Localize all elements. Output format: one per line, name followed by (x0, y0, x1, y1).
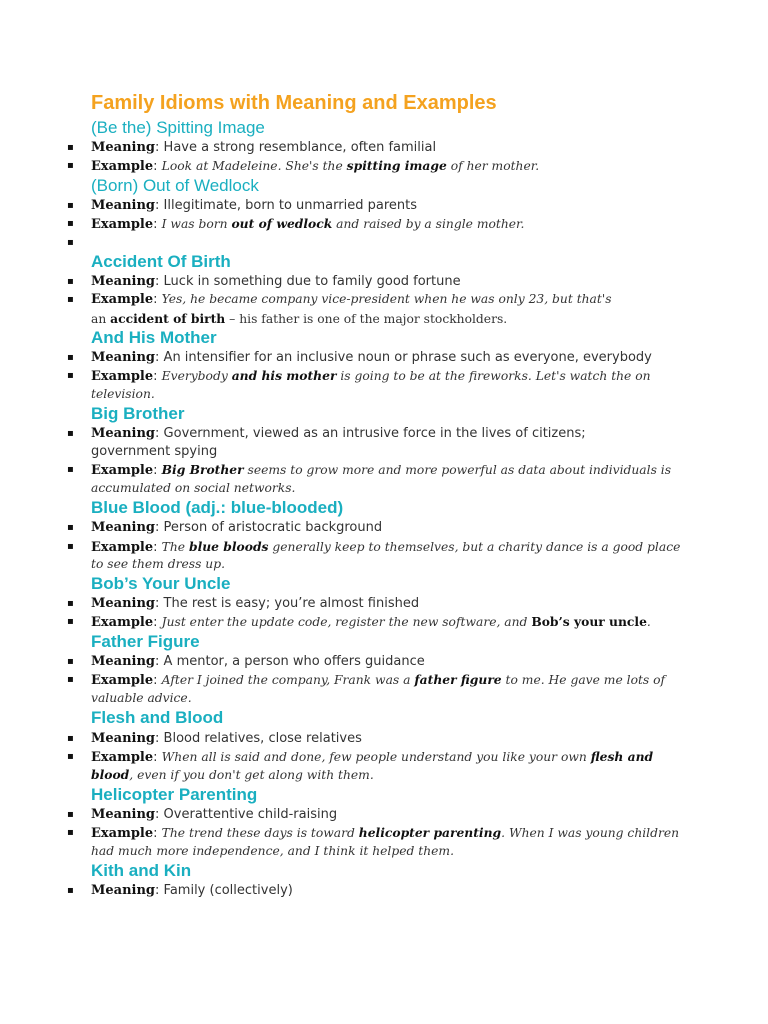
label-separator: : (155, 654, 164, 669)
page-title: Family Idioms with Meaning and Examples (91, 92, 497, 114)
example-text: to see them dress up. (91, 557, 225, 571)
meaning-line (91, 442, 691, 461)
example-line (91, 747, 691, 767)
idiom-heading: (Be the) Spitting Image (91, 118, 265, 137)
example-line (91, 537, 691, 557)
example-line (91, 689, 691, 708)
idiom-highlight: spitting image (346, 158, 447, 173)
idiom-highlight: Bob’s your uncle (531, 614, 647, 629)
bullet-icon: ▪ (67, 428, 74, 439)
label-separator: : (153, 217, 162, 232)
idiom-highlight: father figure (414, 672, 502, 687)
example-text: . When I was young children (501, 826, 680, 840)
meaning-label: Meaning (91, 140, 156, 155)
idiom-highlight: accident of birth (110, 311, 226, 326)
label-separator: : (155, 596, 164, 611)
example-text: accumulated on social networks. (91, 481, 296, 495)
example-text: , even if you don't get along with them. (129, 768, 374, 782)
example-label: Example (91, 615, 154, 630)
label-separator: : (153, 673, 162, 688)
bullet-icon: ▪ (67, 656, 74, 667)
idiom-highlight: Big Brother (161, 462, 244, 477)
label-separator: : (155, 520, 164, 535)
meaning-label: Meaning (91, 883, 156, 898)
meaning-line (91, 594, 691, 613)
idiom-highlight: out of wedlock (231, 216, 333, 231)
meaning-line (91, 196, 691, 215)
label-separator: : (155, 350, 164, 365)
meaning-text: government spying (91, 444, 218, 459)
idiom-heading: Helicopter Parenting (91, 785, 258, 804)
example-text: valuable advice. (91, 691, 192, 705)
label-separator: : (153, 159, 162, 174)
label-separator: : (155, 883, 164, 898)
example-line (91, 670, 691, 690)
bullet-icon: ▪ (67, 522, 74, 533)
example-line (91, 156, 691, 176)
example-text: to me. He gave me lots of (501, 673, 666, 687)
meaning-label: Meaning (91, 807, 156, 822)
bullet-icon: ▪ (67, 370, 74, 381)
bullet-icon: ▪ (67, 276, 74, 287)
example-text: . (646, 615, 651, 629)
example-text: After I joined the company, Frank was a (161, 673, 415, 687)
example-label: Example (91, 826, 154, 841)
idiom-highlight: blood (91, 767, 130, 782)
meaning-text: Overattentive child-raising (163, 807, 338, 822)
meaning-text: Blood relatives, close relatives (163, 731, 362, 746)
label-separator: : (153, 826, 162, 841)
example-line (91, 214, 691, 234)
example-label: Example (91, 540, 154, 555)
example-line (91, 842, 691, 861)
bullet-icon: ▪ (67, 142, 74, 153)
meaning-line (91, 652, 691, 671)
example-text: Everybody (161, 369, 232, 383)
meaning-line (91, 138, 691, 157)
bullet-icon: ▪ (67, 616, 74, 627)
meaning-text: An intensifier for an inclusive noun or phrase such as everyone, everybody (163, 350, 652, 365)
label-separator: : (155, 198, 164, 213)
bullet-icon: ▪ (67, 809, 74, 820)
label-separator: : (155, 731, 164, 746)
meaning-label: Meaning (91, 198, 156, 213)
meaning-line (91, 729, 691, 748)
example-text: Yes, he became company vice-president when he was only 23, but that's (161, 292, 612, 306)
idiom-heading: Kith and Kin (91, 861, 192, 880)
label-separator: : (153, 292, 162, 307)
meaning-text: Family (collectively) (163, 883, 293, 898)
example-label: Example (91, 750, 154, 765)
label-separator: : (155, 807, 164, 822)
bullet-icon: ▪ (67, 464, 74, 475)
meaning-line (91, 805, 691, 824)
example-line (91, 460, 691, 480)
bullet-icon: ▪ (67, 160, 74, 171)
example-label: Example (91, 292, 154, 307)
meaning-line (91, 424, 691, 443)
idiom-heading: Bob’s Your Uncle (91, 574, 231, 593)
label-separator: : (153, 540, 162, 555)
idiom-heading: Accident Of Birth (91, 252, 231, 271)
example-label: Example (91, 369, 154, 384)
idiom-heading: Flesh and Blood (91, 708, 224, 727)
meaning-line (91, 881, 691, 900)
idiom-highlight: helicopter parenting (358, 825, 502, 840)
bullet-icon: ▪ (67, 827, 74, 838)
bullet-icon: ▪ (67, 885, 74, 896)
example-text: – his father is one of the major stockholders. (225, 312, 508, 326)
example-text: an (91, 312, 111, 326)
bullet-icon: ▪ (67, 674, 74, 685)
label-separator: : (153, 463, 162, 478)
bullet-icon: ▪ (67, 751, 74, 762)
idiom-heading: (Born) Out of Wedlock (91, 176, 259, 195)
idiom-heading: Big Brother (91, 404, 185, 423)
example-label: Example (91, 463, 154, 478)
bullet-icon: ▪ (67, 541, 74, 552)
meaning-label: Meaning (91, 520, 156, 535)
example-line (91, 309, 691, 329)
example-label: Example (91, 159, 154, 174)
bullet-icon: ▪ (67, 733, 74, 744)
meaning-line (91, 518, 691, 537)
example-text: Look at Madeleine. She's the (161, 159, 347, 173)
meaning-text: Luck in something due to family good fortune (163, 274, 461, 289)
bullet-icon: ▪ (67, 200, 74, 211)
meaning-label: Meaning (91, 731, 156, 746)
meaning-text: A mentor, a person who offers guidance (163, 654, 425, 669)
meaning-label: Meaning (91, 654, 156, 669)
example-line (91, 765, 691, 785)
example-line (91, 385, 691, 404)
idiom-heading: Blue Blood (adj.: blue-blooded) (91, 498, 344, 517)
idiom-highlight: and his mother (231, 368, 337, 383)
meaning-label: Meaning (91, 596, 156, 611)
example-text: I was born (161, 217, 232, 231)
example-line (91, 479, 691, 498)
example-line (91, 366, 691, 386)
meaning-line (91, 272, 691, 291)
example-text: had much more independence, and I think it helped them. (91, 844, 454, 858)
example-text: The (161, 540, 189, 554)
meaning-label: Meaning (91, 426, 156, 441)
bullet-icon: ▪ (67, 294, 74, 305)
label-separator: : (153, 750, 162, 765)
example-text: of her mother. (446, 159, 540, 173)
bullet-icon: ▪ (67, 218, 74, 229)
label-separator: : (155, 274, 164, 289)
example-text: generally keep to themselves, but a charity dance is a good place (268, 540, 681, 554)
example-line (91, 555, 691, 574)
meaning-label: Meaning (91, 274, 156, 289)
bullet-icon: ▪ (67, 237, 74, 248)
meaning-line (91, 348, 691, 367)
meaning-text: Illegitimate, born to unmarried parents (163, 198, 417, 213)
example-label: Example (91, 673, 154, 688)
idiom-highlight: blue bloods (188, 539, 269, 554)
example-line (91, 612, 691, 632)
meaning-text: Have a strong resemblance, often familial (163, 140, 437, 155)
label-separator: : (153, 615, 162, 630)
example-text: When all is said and done, few people understand you like your own (161, 750, 591, 764)
meaning-text: Person of aristocratic background (163, 520, 383, 535)
meaning-text: Government, viewed as an intrusive force in the lives of citizens; (163, 426, 586, 441)
idiom-heading: And His Mother (91, 328, 217, 347)
meaning-label: Meaning (91, 350, 156, 365)
meaning-text: The rest is easy; you’re almost finished (163, 596, 420, 611)
example-text: The trend these days is toward (161, 826, 359, 840)
label-separator: : (155, 426, 164, 441)
label-separator: : (153, 369, 162, 384)
label-separator: : (155, 140, 164, 155)
example-text: television. (91, 387, 155, 401)
example-line (91, 290, 691, 309)
idiom-heading: Father Figure (91, 632, 200, 651)
example-text: seems to grow more and more powerful as data about individuals is (243, 463, 672, 477)
idiom-highlight: flesh and (590, 749, 654, 764)
example-text: and raised by a single mother. (332, 217, 525, 231)
bullet-icon: ▪ (67, 598, 74, 609)
example-label: Example (91, 217, 154, 232)
example-text: Just enter the update code, register the new software, and (161, 615, 532, 629)
example-text: is going to be at the fireworks. Let's watch the on (336, 369, 651, 383)
bullet-icon: ▪ (67, 352, 74, 363)
example-line (91, 823, 691, 843)
